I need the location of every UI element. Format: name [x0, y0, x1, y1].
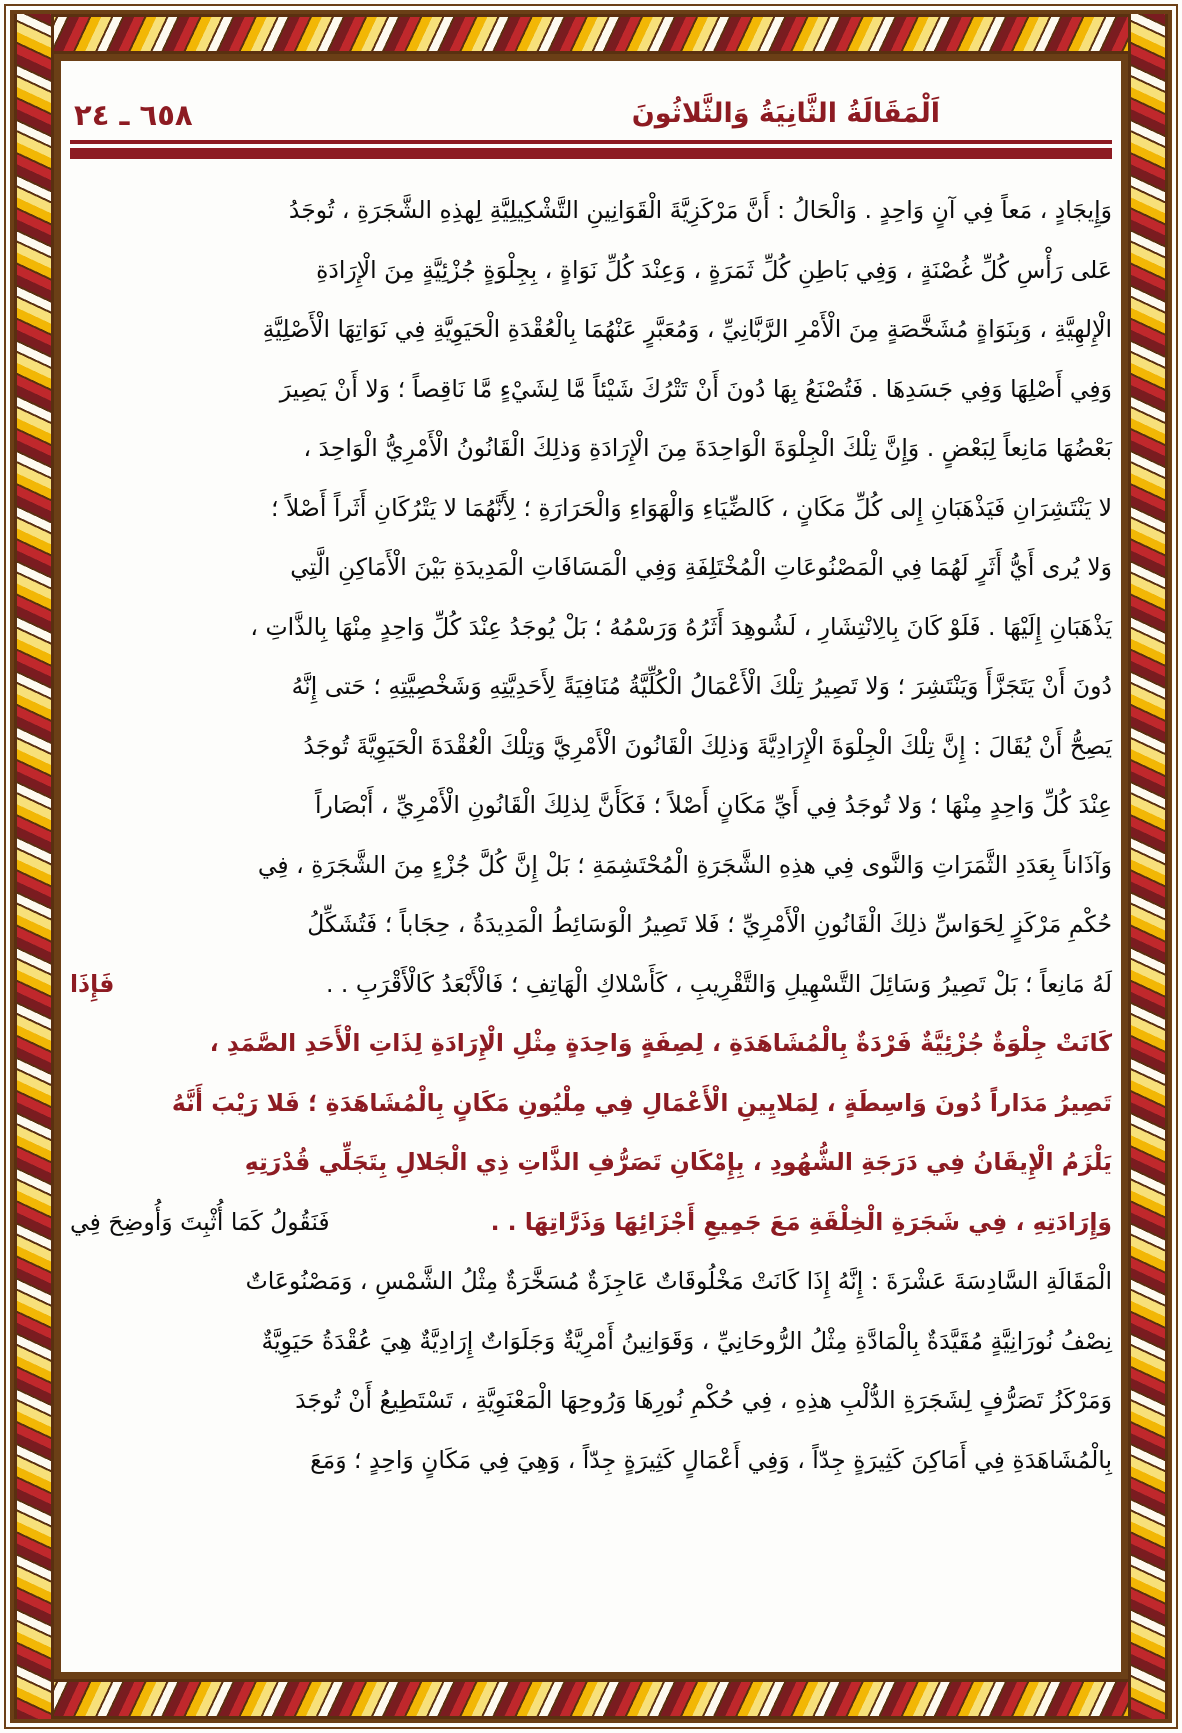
text-line [70, 1431, 1112, 1491]
line-text: بِالْمُشَاهَدَةِ فِي أَمَاكِنَ كَثِيرَةٍ جِدّاً ، وَفِي أَعْمَالٍ كَثِيرَةٍ جِدّاً ، وَهِيَ فِي مَكَانٍ وَاحِدٍ ؛ وَمَعَ [310, 1445, 1112, 1474]
header-divider [70, 140, 1112, 159]
line-text: دُونَ أَنْ يَتَجَزَّأَ وَيَنْتَشِرَ ؛ وَلا تَصِيرُ تِلْكَ الْأَعْمَالُ الْكُلِّيَّةُ مُنَافِيَةً لِأَحَدِيَّتِهِ وَشَخْصِيَّتِهِ ؛ حَتى إِنَّهُ [291, 672, 1112, 700]
line-text-black: فَنَقُولُ كَمَا أُثْبِتَ وَأُوضِحَ فِي [70, 1207, 330, 1236]
braid-border-top [14, 14, 1168, 54]
braid-border-right [1128, 14, 1168, 1719]
line-text-red: وَإِرَادَتِهِ ، فِي شَجَرَةِ الْخِلْقَةِ مَعَ جَمِيعِ أَجْزَائِهَا وَذَرَّاتِهَا . . [490, 1207, 1112, 1236]
body-text [64, 181, 1118, 1490]
page-content [64, 62, 1118, 1671]
text-line [70, 300, 1112, 360]
divider-rule-thick [70, 148, 1112, 159]
line-text-red: فَإِذَا [70, 969, 115, 998]
line-text: يَلْزَمُ الْإِيقَانُ فِي دَرَجَةِ الشُّهُودِ ، بِإِمْكَانِ تَصَرُّفِ الذَّاتِ ذِي الْجَلالِ بِتَجَلِّي قُدْرَتِهِ [244, 1148, 1112, 1176]
text-line [70, 717, 1112, 777]
text-line-mixed [70, 955, 1112, 1015]
line-text: حُكْمِ مَرْكَزٍ لِحَوَاسِّ ذلِكَ الْقَانُونِ الْأَمْرِيِّ ؛ فَلا تَصِيرُ الْوَسَائِطُ الْمَدِيدَةُ ، حِجَاباً ؛ فَتُشَكِّلُ [307, 910, 1112, 938]
braid-border-bottom [14, 1679, 1168, 1719]
text-line [70, 836, 1112, 896]
line-text: الْإِلهِيَّةِ ، وَبِنَوَاةٍ مُشَخَّصَةٍ مِنَ الْأَمْرِ الرَّبَّانِيِّ ، وَمُعَبَّرٍ عَنْهُمَا بِالْعُقْدَةِ الْحَيَوِيَّةِ فِي نَوَاتِهَا الْأَصْلِيَّةِ [262, 315, 1112, 343]
line-text: وَمَرْكَزُ تَصَرُّفٍ لِشَجَرَةِ الدُّلْبِ هذِهِ ، فِي حُكْمِ نُورِهَا وَرُوحِهَا الْمَعْنَوِيَّةِ ، تَسْتَطِيعُ أَنْ تُوجَدَ [295, 1386, 1112, 1414]
text-line [70, 657, 1112, 717]
text-line [70, 538, 1112, 598]
text-line [70, 360, 1112, 420]
line-text: وَآذَاناً بِعَدَدِ الثَّمَرَاتِ وَالنَّوى فِي هذِهِ الشَّجَرَةِ الْمُحْتَشِمَةِ ؛ بَلْ إِنَّ كُلَّ جُزْءٍ مِنَ الشَّجَرَةِ ، فِي [257, 850, 1112, 879]
line-text: وَإِيجَادٍ ، مَعاً فِي آنٍ وَاحِدٍ . وَالْحَالُ : أَنَّ مَرْكَزِيَّةَ الْقَوَانِينِ التَّشْكِيلِيَّةِ لِهذِهِ الشَّجَرَةِ ، تُوجَدُ [288, 196, 1112, 224]
text-line [70, 181, 1112, 241]
page-number: ٦٥٨ ـ ٢٤ [74, 98, 193, 132]
text-line [70, 241, 1112, 301]
line-text: تَصِيرُ مَدَاراً دُونَ وَاسِطَةٍ ، لِمَلايِينِ الْأَعْمَالِ فِي مِلْيُونِ مَكَانٍ بِالْمُشَاهَدَةِ ؛ فَلا رَيْبَ أَنَّهُ [171, 1088, 1112, 1117]
text-line-emphasis [70, 1074, 1112, 1134]
text-line [70, 1371, 1112, 1431]
line-text: عَلى رَأْسِ كُلِّ غُصْنَةٍ ، وَفِي بَاطِنِ كُلِّ ثَمَرَةٍ ، وَعِنْدَ كُلِّ نَوَاةٍ ، بِجِلْوَةٍ جُزْئِيَّةٍ مِنَ الْإِرَادَةِ [316, 255, 1112, 284]
line-text: بَعْضُهَا مَانِعاً لِبَعْضٍ . وَإِنَّ تِلْكَ الْجِلْوَةَ الْوَاحِدَةَ مِنَ الْإِرَادَةِ وَذلِكَ الْقَانُونُ الْأَمْرِيُّ الْوَاحِدَ ، [303, 434, 1112, 462]
text-line [70, 895, 1112, 955]
text-line-emphasis [70, 1133, 1112, 1193]
braid-border-left [14, 14, 54, 1719]
page-title: اَلْمَقَالَةُ الثَّانِيَةُ وَالثَّلاثُونَ [631, 97, 940, 129]
line-text: كَانَتْ جِلْوَةٌ جُزْئِيَّةٌ فَرْدَةٌ بِالْمُشَاهَدَةِ ، لِصِفَةٍ وَاحِدَةٍ مِثْلِ الْإِرَادَةِ لِذَاتِ الْأَحَدِ الصَّمَدِ ، [209, 1029, 1112, 1057]
text-line [70, 419, 1112, 479]
line-text-black: لَهُ مَانِعاً ؛ بَلْ تَصِيرُ وَسَائِلَ التَّسْهِيلِ وَالتَّقْرِيبِ ، كَأَسْلاكِ الْهَاتِفِ ؛ فَالْأَبْعَدُ كَالْأَقْرَبِ . . [325, 969, 1112, 998]
text-line [70, 776, 1112, 836]
line-text: عِنْدَ كُلِّ وَاحِدٍ مِنْهَا ؛ وَلا تُوجَدُ فِي أَيِّ مَكَانٍ أَصْلاً ؛ فَكَأَنَّ لِذلِكَ الْقَانُونِ الْأَمْرِيِّ ، أَبْصَاراً [314, 791, 1112, 819]
line-text: يَذْهَبَانِ إِلَيْهَا . فَلَوْ كَانَ بِالِانْتِشَارِ ، لَشُوهِدَ أَثَرُهُ وَرَسْمُهُ ؛ بَلْ يُوجَدُ عِنْدَ كُلِّ وَاحِدٍ مِنْهَا بِالذَّاتِ ، [250, 612, 1112, 641]
line-text: يَصِحُّ أَنْ يُقَالَ : إِنَّ تِلْكَ الْجِلْوَةَ الْإِرَادِيَّةَ وَذلِكَ الْقَانُونَ الْأَمْرِيَّ وَتِلْكَ الْعُقْدَةَ الْحَيَوِيَّةَ تُوجَدُ [303, 731, 1112, 760]
text-line [70, 1252, 1112, 1312]
text-line [70, 1312, 1112, 1372]
line-text: لا يَنْتَشِرَانِ فَيَذْهَبَانِ إِلى كُلِّ مَكَانٍ ، كَالضِّيَاءِ وَالْهَوَاءِ وَالْحَرَارَةِ ؛ لِأَنَّهُمَا لا يَتْرُكَانِ أَثَراً أَصْلاً ؛ [270, 493, 1112, 522]
text-line-mixed [70, 1193, 1112, 1253]
line-text: وَلا يُرى أَيُّ أَثَرٍ لَهُمَا فِي الْمَصْنُوعَاتِ الْمُخْتَلِفَةِ وَفِي الْمَسَافَاتِ الْمَدِيدَةِ بَيْنَ الْأَمَاكِنِ الَّتِي [290, 553, 1112, 581]
text-line [70, 479, 1112, 539]
line-text: نِصْفُ نُورَانِيَّةٍ مُقَيَّدَةٌ بِالْمَادَّةِ مِثْلُ الرُّوحَانِيِّ ، وَقَوَانِينُ أَمْرِيَّةٌ وَجَلَوَاتٌ إِرَادِيَّةٌ هِيَ عُقْدَةُ حَيَوِيَّةٌ [261, 1326, 1112, 1355]
line-text: الْمَقَالَةِ السَّادِسَةَ عَشْرَةَ : إِنَّهُ إِذَا كَانَتْ مَخْلُوقَاتٌ عَاجِزَةٌ مُسَخَّرَةٌ مِثْلُ الشَّمْسِ ، وَمَصْنُوعَاتٌ [245, 1267, 1112, 1295]
text-line-emphasis [70, 1014, 1112, 1074]
page-header [64, 62, 1118, 136]
line-text: وَفِي أَصْلِهَا وَفِي جَسَدِهَا . فَتُصْنَعُ بِهَا دُونَ أَنْ تَتْرُكَ شَيْئاً مَّا لِشَيْءٍ مَّا نَاقِصاً ؛ وَلا أَنْ يَصِيرَ [279, 374, 1112, 403]
text-line [70, 598, 1112, 658]
